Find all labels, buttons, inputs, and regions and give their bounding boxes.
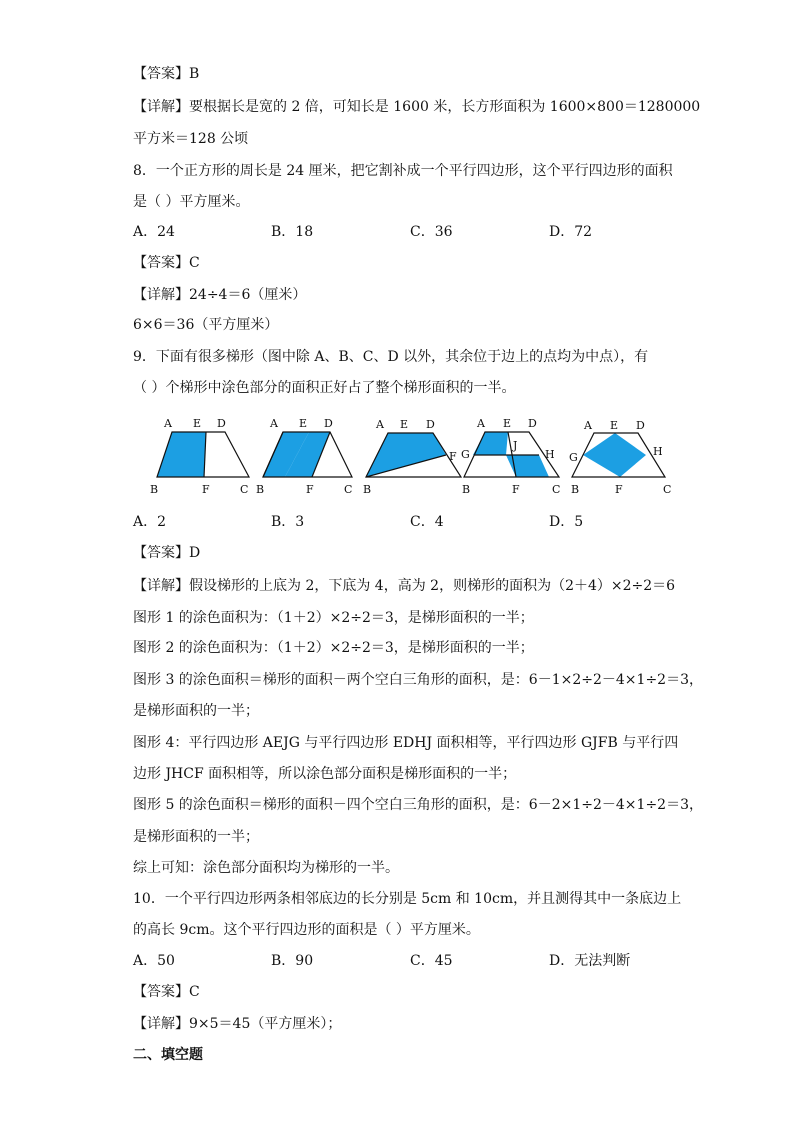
label-b: B	[256, 483, 265, 496]
label-b: B	[150, 483, 159, 496]
q9-option-a: A．2	[133, 514, 167, 530]
question-8: 8．一个正方形的周长是 24 厘米，把它割补成一个平行四边形，这个平行四边形的面积	[133, 163, 673, 179]
figure-5	[566, 412, 676, 498]
shaded-region	[366, 433, 446, 477]
label-a: A	[584, 419, 592, 432]
label-c: C	[552, 483, 561, 496]
q10-option-d: D．无法判断	[549, 953, 631, 969]
q8-option-a: A．24	[133, 224, 175, 240]
explanation-line: 是梯形面积的一半；	[133, 829, 259, 845]
label-c: C	[344, 483, 353, 496]
explanation-line: 图形 1 的涂色面积为：（1＋2）×2÷2＝3，是梯形面积的一半；	[133, 610, 534, 626]
shaded-region	[473, 432, 508, 455]
answer-label: 【答案】D	[133, 545, 201, 561]
explanation-line: 【详解】9×5＝45（平方厘米）；	[133, 1016, 342, 1032]
q9-option-d: D．5	[549, 514, 584, 530]
figure-3	[360, 412, 470, 498]
explanation-line: 是梯形面积的一半；	[133, 703, 259, 719]
label-j: J	[513, 439, 518, 452]
label-c: C	[240, 483, 249, 496]
explanation-line: 图形 3 的涂色面积＝梯形的面积－两个空白三角形的面积，是：6－1×2÷2－4×1÷2＝3，	[133, 672, 703, 688]
explanation-line: 平方米＝128 公顷	[133, 131, 249, 147]
explanation-line: 图形 5 的涂色面积＝梯形的面积－四个空白三角形的面积，是：6－2×1÷2－4×1÷2＝3，	[133, 797, 703, 813]
label-h: H	[545, 448, 555, 461]
label-g: G	[569, 451, 578, 464]
q9-option-b: B．3	[271, 514, 305, 530]
label-d: D	[528, 417, 537, 430]
label-c: C	[663, 483, 672, 496]
label-e: E	[503, 417, 512, 430]
question-9-cont: （ ）个梯形中涂色部分的面积正好占了整个梯形面积的一半。	[133, 380, 516, 396]
label-d: D	[636, 419, 645, 432]
explanation-line: 【详解】假设梯形的上底为 2，下底为 4，高为 2，则梯形的面积为（2＋4）×2÷2＝6	[133, 578, 676, 594]
q10-option-c: C．45	[410, 953, 453, 969]
label-h: H	[653, 445, 663, 458]
q10-option-b: B．90	[271, 953, 314, 969]
label-a: A	[164, 417, 172, 430]
label-d: D	[426, 418, 435, 431]
explanation-line: 图形 2 的涂色面积为：（1＋2）×2÷2＝3，是梯形面积的一半；	[133, 640, 534, 656]
shaded-region	[583, 433, 646, 477]
label-e: E	[299, 417, 308, 430]
explanation-line: 边形 JHCF 面积相等，所以涂色部分面积是梯形面积的一半；	[133, 766, 517, 782]
label-e: E	[610, 419, 619, 432]
figure-1	[148, 412, 258, 498]
label-b: B	[571, 483, 580, 496]
q9-option-c: C．4	[410, 514, 444, 530]
question-9: 9．下面有很多梯形（图中除 A、B、C、D 以外，其余位于边上的点均为中点），有	[133, 349, 649, 365]
label-d: D	[324, 417, 333, 430]
explanation-line: 图形 4：平行四边形 AEJG 与平行四边形 EDHJ 面积相等，平行四边形 GJFB 与平行四	[133, 735, 679, 751]
q8-option-b: B．18	[271, 224, 314, 240]
figure-2	[255, 412, 365, 498]
label-d: D	[217, 417, 226, 430]
explanation-line: 【详解】24÷4＝6（厘米）	[133, 287, 307, 303]
explanation-line: 6×6＝36（平方厘米）	[133, 317, 279, 333]
question-10: 10．一个平行四边形两条相邻底边的长分别是 5cm 和 10cm，并且测得其中一条底边上	[133, 891, 682, 907]
question-8-cont: 是（ ）平方厘米。	[133, 194, 250, 210]
label-f: F	[306, 483, 314, 496]
label-g: G	[461, 448, 470, 461]
label-e: E	[400, 418, 409, 431]
explanation-line: 综上可知：涂色部分面积均为梯形的一半。	[133, 860, 399, 876]
answer-label: 【答案】C	[133, 255, 200, 271]
q8-option-d: D．72	[549, 224, 593, 240]
q10-option-a: A．50	[133, 953, 175, 969]
label-g: F	[449, 450, 457, 463]
q8-option-c: C．36	[410, 224, 453, 240]
label-e: E	[193, 417, 202, 430]
answer-label: 【答案】B	[133, 66, 200, 82]
label-b: B	[363, 483, 372, 496]
label-a: A	[270, 417, 278, 430]
answer-label: 【答案】C	[133, 984, 200, 1000]
label-f: F	[615, 483, 623, 496]
question-10-cont: 的高长 9cm。这个平行四边形的面积是（ ）平方厘米。	[133, 922, 480, 938]
label-b: B	[462, 483, 471, 496]
label-f: F	[512, 483, 520, 496]
label-a: A	[376, 418, 384, 431]
explanation-line: 【详解】要根据长是宽的 2 倍，可知长是 1600 米，长方形面积为 1600×800＝1280000	[133, 99, 701, 115]
section-heading: 二、填空题	[133, 1047, 203, 1063]
label-f: F	[202, 483, 210, 496]
figure-4	[460, 412, 570, 498]
label-a: A	[477, 417, 485, 430]
